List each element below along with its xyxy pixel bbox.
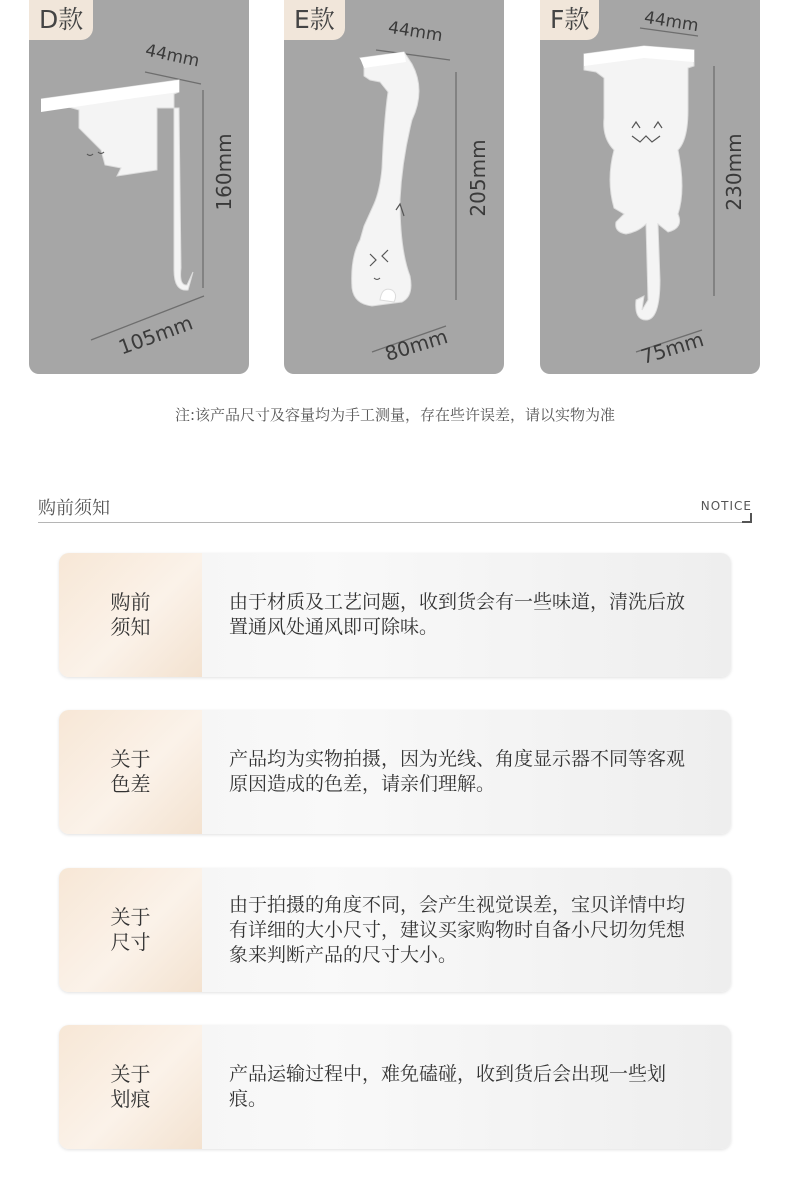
- height-label: 160mm: [212, 133, 236, 211]
- length-label: 75mm: [637, 327, 707, 369]
- corner-mark-icon: [742, 513, 752, 523]
- variant-card-d: [29, 0, 249, 374]
- notice-row-text: 产品运输过程中，难免磕碰，收到货后会出现一些划痕。: [229, 1063, 667, 1110]
- notice-row-label-text: 关于划痕: [110, 1062, 151, 1111]
- notice-row-label-text: 关于色差: [110, 747, 151, 796]
- length-label: 105mm: [115, 310, 196, 360]
- notice-header: [38, 490, 752, 523]
- variant-tag: F款: [540, 0, 599, 40]
- notice-row: [59, 553, 731, 677]
- notice-row-label: [59, 710, 202, 834]
- notice-title: 购前须知: [38, 498, 110, 519]
- product-variants: [0, 0, 790, 380]
- variant-card-e: [284, 0, 504, 374]
- notice-row-label-text: 购前须知: [110, 590, 151, 639]
- notice-row-text: 产品均为实物拍摄，因为光线、角度显示器不同等客观原因造成的色差，请亲们理解。: [229, 748, 686, 795]
- length-label: 80mm: [381, 324, 451, 366]
- notice-row: [59, 710, 731, 834]
- top-width-label: 44mm: [642, 7, 700, 37]
- notice-row-label: [59, 553, 202, 677]
- notice-row-text: 由于材质及工艺问题，收到货会有一些味道，清洗后放置通风处通风即可除味。: [229, 591, 686, 638]
- height-label: 230mm: [722, 133, 746, 211]
- measurement-note: 注:该产品尺寸及容量均为手工测量，存在些许误差，请以实物为准: [174, 406, 616, 424]
- notice-row-text: 由于拍摄的角度不同，会产生视觉误差，宝贝详情中均有详细的大小尺寸，建议买家购物时自备小尺切勿凭想象来判断产品的尺寸大小。: [229, 893, 686, 966]
- height-label: 205mm: [466, 139, 490, 217]
- variant-tag: D款: [29, 0, 93, 40]
- notice-row-label: [59, 1025, 202, 1149]
- variant-card-f: [540, 0, 760, 374]
- top-width-label: 44mm: [386, 17, 444, 47]
- notice-row-label: [59, 868, 202, 992]
- notice-row: [59, 1025, 731, 1149]
- variant-tag: E款: [284, 0, 345, 40]
- top-width-label: 44mm: [143, 40, 202, 72]
- notice-row: [59, 868, 731, 992]
- notice-row-label-text: 关于尺寸: [110, 905, 151, 954]
- notice-subtitle: NOTICE: [700, 499, 752, 513]
